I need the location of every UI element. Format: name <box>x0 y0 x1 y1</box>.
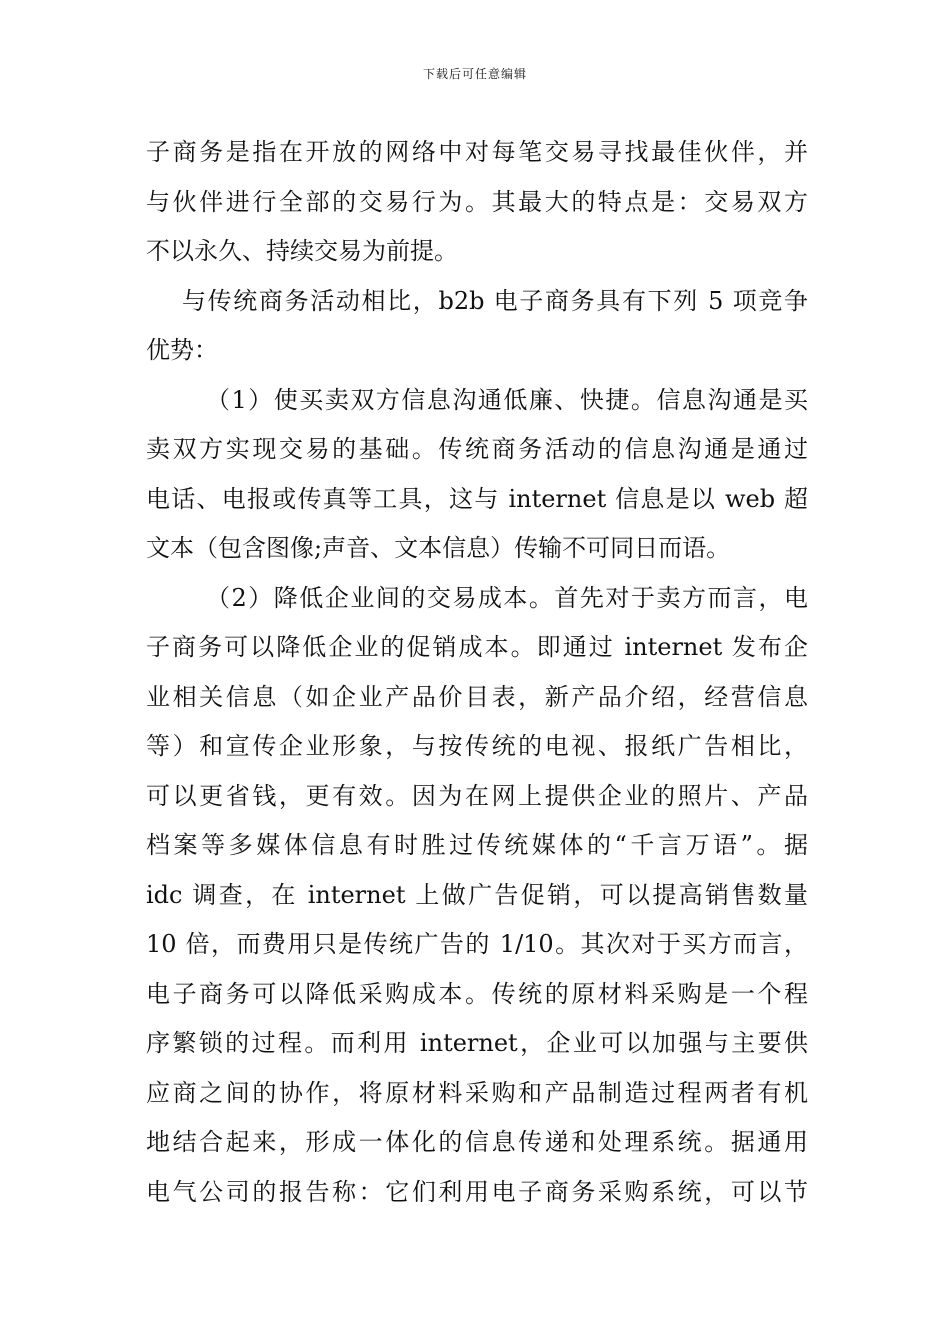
text-line: 文本（包含图像;声音、文本信息）传输不可同日而语。 <box>146 534 731 562</box>
text-line: 应商之间的协作，将原材料采购和产品制造过程两者有机 <box>146 1078 808 1107</box>
text-line: 电气公司的报告称：它们利用电子商务采购系统，可以节 <box>146 1177 808 1206</box>
text-line: 可以更省钱，更有效。因为在网上提供企业的照片、产品 <box>146 781 808 810</box>
text-line: 不以永久、持续交易为前提。 <box>146 237 458 265</box>
text-line: （1）使买卖双方信息沟通低廉、快捷。信息沟通是买 <box>206 385 808 414</box>
text-line: 电子商务可以降低采购成本。传统的原材料采购是一个程 <box>146 979 808 1008</box>
text-line: 子商务可以降低企业的促销成本。即通过 internet 发布企 <box>146 633 808 661</box>
text-line: idc 调查，在 internet 上做广告促销，可以提高销售数量 <box>146 880 808 909</box>
text-line: 与传统商务活动相比，b2b 电子商务具有下列 5 项竞争 <box>182 286 808 315</box>
page-header: 下载后可任意编辑 <box>422 67 527 81</box>
text-line: 与伙伴进行全部的交易行为。其最大的特点是：交易双方 <box>146 187 808 216</box>
text-line: 地结合起来，形成一体化的信息传递和处理系统。据通用 <box>146 1128 808 1156</box>
text-line: 10 倍，而费用只是传统广告的 1/10。其次对于买方而言， <box>146 930 808 958</box>
document-body <box>146 128 808 1217</box>
text-line: 等）和宣传企业形象，与按传统的电视、报纸广告相比， <box>146 732 808 760</box>
text-line: 电话、电报或传真等工具，这与 internet 信息是以 web 超 <box>146 484 808 513</box>
text-line: 卖双方实现交易的基础。传统商务活动的信息沟通是通过 <box>146 435 808 463</box>
text-line: 档案等多媒体信息有时胜过传统媒体的“千言万语”。据 <box>146 831 808 859</box>
text-line: 子商务是指在开放的网络中对每笔交易寻找最佳伙伴，并 <box>146 138 808 166</box>
text-line: 业相关信息（如企业产品价目表，新产品介绍，经营信息 <box>146 682 808 711</box>
text-line: 优势： <box>146 336 218 364</box>
text-line: （2）降低企业间的交易成本。首先对于卖方而言，电 <box>206 583 808 612</box>
text-line: 序繁锁的过程。而利用 internet，企业可以加强与主要供 <box>146 1029 808 1057</box>
